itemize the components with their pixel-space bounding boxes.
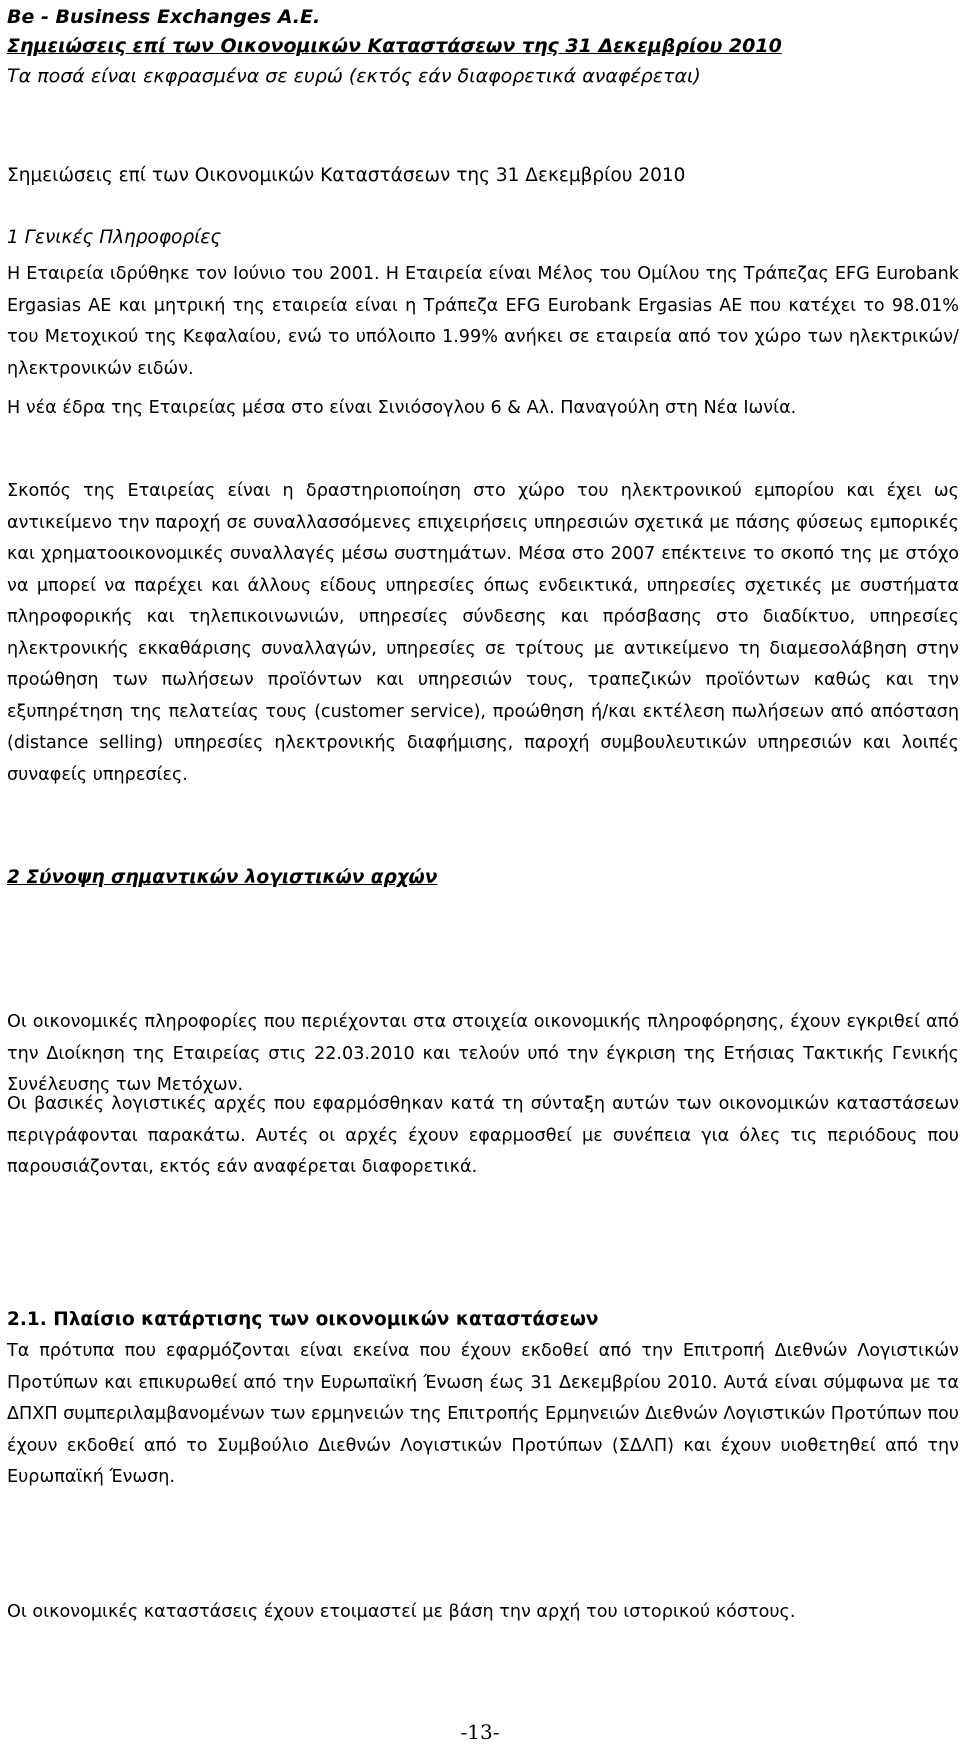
document-subtitle: Τα ποσά είναι εκφρασμένα σε ευρώ (εκτός εάν διαφορετικά αναφέρεται) [7,65,701,87]
page-number: -13- [460,1720,500,1744]
document-title: Σημειώσεις επί των Οικονομικών Καταστάσεων της 31 Δεκεμβρίου 2010 [7,35,782,57]
approval-paragraph: Οι οικονομικές πληροφορίες που περιέχονται στα στοιχεία οικονομικής πληροφόρησης, έχουν εγκριθεί από την Διοίκηση της Εταιρείας στις 22.03.2010 και τελούν υπό την έγκριση της Ετήσιας Τακτικής Γενικής Συνέλευσης των Μετόχων. [7,1012,959,1095]
section-2-heading: 2 Σύνοψη σημαντικών λογιστικών αρχών [7,867,438,888]
section-1-intro-paragraph: Η Εταιρεία ιδρύθηκε τον Ιούνιο του 2001. Η Εταιρεία είναι Μέλος του Ομίλου της Τράπεζας EFG Eurobank Ergasias AE και μητρική της εταιρεία είναι η Τράπεζα EFG Eurobank Ergasias AE που κατέχει το 98.01% του Μετοχικού της Κεφαλαίου, ενώ το υπόλοιπο 1.99% ανήκει σε εταιρεία από τον χώρο των ηλεκτρικών/ηλεκτρονικών ειδών. [7,264,959,379]
company-purpose-paragraph: Σκοπός της Εταιρείας είναι η δραστηριοποίηση στο χώρο του ηλεκτρονικού εμπορίου και έχει ως αντικείμενο την παροχή σε συναλλασσόμενες επιχειρήσεις υπηρεσιών σχετικά με πάσης φύσεως εμπορικές και χρηματοοικονομικές συναλλαγές μέσω συστημάτων. Μέσα στο 2007 επέκτεινε το σκοπό της με στόχο να μπορεί να παρέχει και άλλους είδους υπηρεσίες όπως ενδεικτικά, υπηρεσίες σχετικές με συστήματα πληροφορικής και τηλεπικοινωνιών, υπηρεσίες σύνδεσης και πρόσβασης στο διαδίκτυο, υπηρεσίες ηλεκτρονικής εκκαθάρισης συναλλαγών, υπηρεσίες σε τρίτους με αντικείμενο τη διαμεσολάβηση στην προώθηση των πωλήσεων προϊόντων και υπηρεσιών τους, τραπεζικών προϊόντων καθώς και την εξυπηρέτηση της πελατείας τους (customer service), προώθηση ή/και εκτέλεση πωλήσεων από απόσταση (distance selling) υπηρεσίες ηλεκτρονικής διαφήμισης, παροχή συμβουλευτικών υπηρεσιών και λοιπές συναφείς υπηρεσίες. [7,481,959,785]
registered-seat-paragraph: Η νέα έδρα της Εταιρείας μέσα στο είναι Σινιόσογλου 6 & Αλ. Παναγούλη στη Νέα Ιωνία. [7,398,797,418]
standards-paragraph: Τα πρότυπα που εφαρμόζονται είναι εκείνα που έχουν εκδοθεί από την Επιτροπή Διεθνών Λογιστικών Προτύπων και επικυρωθεί από την Ευρωπαϊκή Ένωση έως 31 Δεκεμβρίου 2010. Αυτά είναι σύμφωνα με τα ΔΠΧΠ συμπεριλαμβανομένων των ερμηνειών της Επιτροπής Ερμηνειών Διεθνών Λογιστικών Προτύπων που έχουν εκδοθεί από το Συμβούλιο Διεθνών Λογιστικών Προτύπων (ΣΔΛΠ) και έχουν υιοθετηθεί από την Ευρωπαϊκή Ένωση. [7,1341,959,1487]
accounting-policies-paragraph: Οι βασικές λογιστικές αρχές που εφαρμόσθηκαν κατά τη σύνταξη αυτών των οικονομικών καταστάσεων περιγράφονται παρακάτω. Αυτές οι αρχές έχουν εφαρμοσθεί με συνέπεια για όλες τις περιόδους που παρουσιάζονται, εκτός εάν αναφέρεται διαφορετικά. [7,1094,959,1177]
company-name: Be - Business Exchanges A.E. [7,6,321,28]
section-1-heading: 1 Γενικές Πληροφορίες [7,227,222,248]
main-heading: Σημειώσεις επί των Οικονομικών Καταστάσεων της 31 Δεκεμβρίου 2010 [7,165,686,186]
historical-cost-paragraph: Οι οικονομικές καταστάσεις έχουν ετοιμαστεί με βάση την αρχή του ιστορικού κόστους. [7,1602,796,1622]
section-2-1-heading: 2.1. Πλαίσιο κατάρτισης των οικονομικών καταστάσεων [7,1309,599,1330]
